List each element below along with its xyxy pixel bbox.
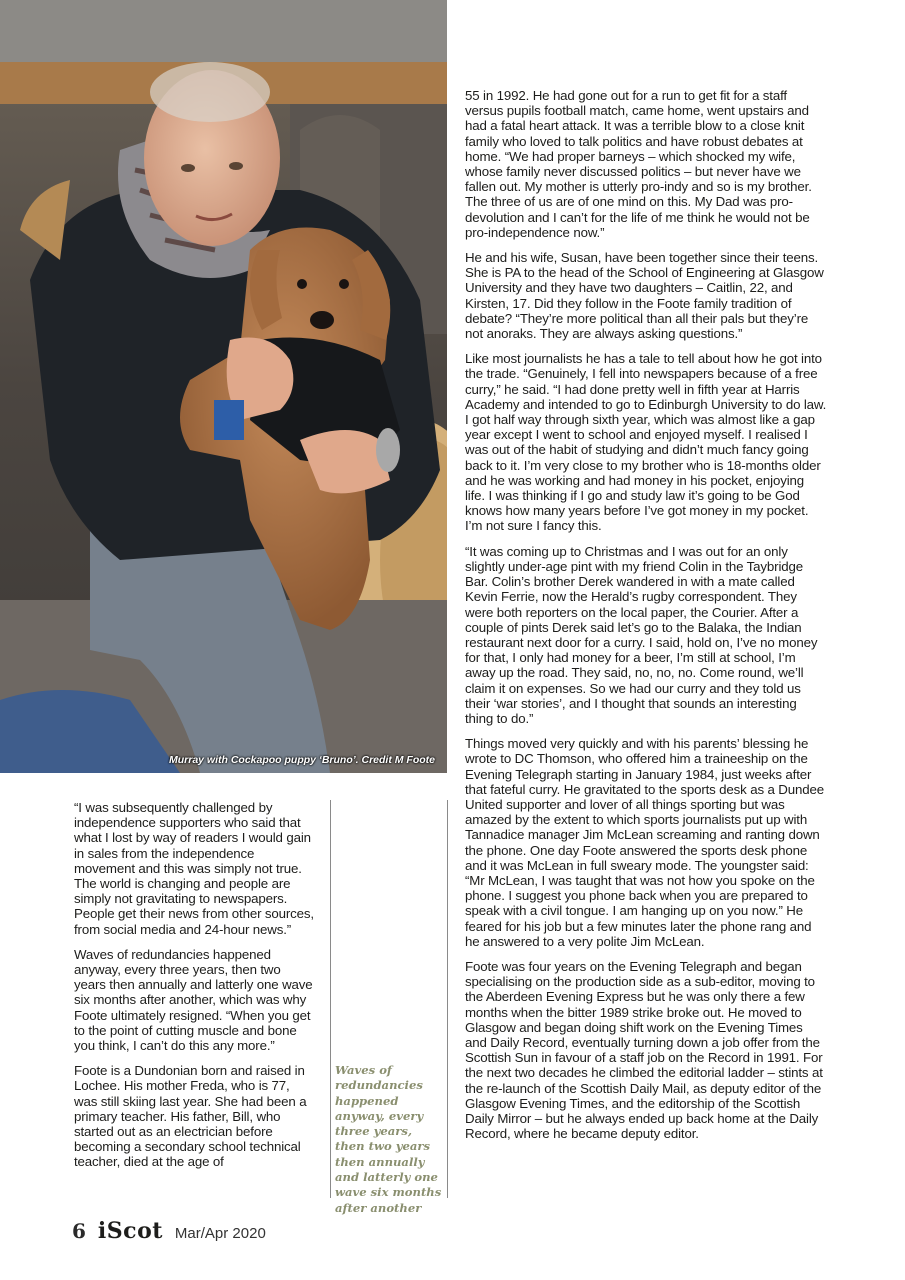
pull-quote-rule-right (447, 800, 448, 1198)
paragraph: Waves of redundancies happened anyway, every three years, then two years then annually and latterly one wave six months after another, which was why Foote ultimately resigned. “When you get to the point of cutting muscle and bone you think, I can’t do this any more.” (74, 946, 313, 1054)
article-photo (0, 0, 447, 773)
paragraph: Foote is a Dundonian born and raised in Lochee. His mother Freda, who is 77, was still skiing last year. She had been a primary teacher. His father, Bill, who started out as an electrician before becoming a secondary school technical teacher, died at the age of (74, 1063, 307, 1170)
issue-date: Mar/Apr 2020 (174, 1225, 266, 1242)
photo-caption: Murray with Cockapoo puppy ‘Bruno’. Credit M Foote (168, 754, 435, 766)
paragraph: “It was coming up to Christmas and I was out for an only slightly under-age pint with my friend Colin in the Taybridge Bar. Colin’s brother Derek wandered in with a mate called Kevin Ferrie, now the Herald’s rugby correspondent. They were both reporters on the local paper, the Courier. After a couple of pints Derek said let’s go to the Balaka, the Indian restaurant next door for a curry. I said, hold on, I’ve no money for that, I only had money for a beer, I’m still at school, I’m away up the road. They said, no, no, no. Come round, we’ll claim it on expenses. So we had our curry and they told us their ‘war stories’, and I thought that sounds an interesting thing to do.” (465, 543, 818, 726)
magazine-logo: iScot (97, 1218, 163, 1244)
page-footer (72, 1218, 266, 1248)
paragraph: Things moved very quickly and with his parents’ blessing he wrote to DC Thomson, who offered him a traineeship on the Evening Telegraph starting in January 1984, just weeks after that fateful curry. He gravitated to the sports desk as a Dundee United supporter and lover of all things sporting but was amazed by the extent to which sports journalists put up with Tannadice manager Jim McLean screaming and ranting down the phone. One day Foote answered the sports desk phone and it was McLean in full sweary mode. The youngster said: “Mr McLean, I was taught that was not how you spoke on the phone. I suggest you phone back when you are prepared to speak with a civil tongue. I am hanging up on you now.” He feared for his job but a few minutes later the phone rang and he answered to a very polite Jim McLean. (465, 736, 824, 949)
article-column-left (74, 800, 314, 1180)
page-number: 6 (72, 1219, 86, 1243)
paragraph: 55 in 1992. He had gone out for a run to get fit for a staff versus pupils football match, came home, went upstairs and had a fatal heart attack. It was a terrible blow to a close knit family who loved to talk politics and have robust debates at home. “We had proper barneys – which shocked my wife, whose family never discussed politics – but never have we fallen out. My mother is utterly pro-indy and so is my brother. The three of us are of one mind on this. My Dad was pro-devolution and I can’t for the life of me think he would not be pro-independence now.” (465, 88, 812, 240)
paragraph: Like most journalists he has a tale to tell about how he got into the trade. “Genuinely, I fell into newspapers because of a free curry,” he said. “I had done pretty well in fifth year at Harris Academy and intended to go to Edinburgh University to do law. I got half way through sixth year, which was almost like a gap year except I went to school and enjoyed myself. I realised I was out of the habit of studying and didn’t much fancy going back to it. I’m very close to my brother who is 18-months older and he was working and had money in his pocket, enjoying life. I was thinking if I go and study law it’s going to be God knows how many years before I’ve got money in my pocket. I’m not sure I fancy this. (465, 351, 827, 534)
pull-quote: Waves of redundancies happened anyway, every three years, then two years then annually and latterly one wave six months after another (335, 1063, 442, 1215)
paragraph: He and his wife, Susan, have been together since their teens. She is PA to the head of the School of Engineering at Glasgow University and they have two daughters – Caitlin, 22, and Kirsten, 17. Did they follow in the Foote family tradition of debate? “They’re more political than all their pals but they’re not anoraks. They are always asking questions.” (465, 250, 824, 342)
photo-illustration (0, 0, 447, 773)
pull-quote-rule-left (330, 800, 331, 1198)
paragraph: Foote was four years on the Evening Telegraph and began specialising on the production side as a sub-editor, moving to the Aberdeen Evening Express but he was only there a few months when the bitter 1989 strike broke out. He moved to Glasgow and began doing shift work on the Evening Times and Daily Record, eventually turning down a job offer from the Scottish Sun in favour of a staff job on the Record in 1991. For the next two decades he climbed the editorial ladder – stints at the re-launch of the Scottish Daily Mail, as deputy editor of the Glasgow Evening Times, and the editorship of the Scottish Daily Mirror – but he always ended up back home at the Daily Record, where he became deputy editor. (465, 958, 823, 1142)
article-column-right (465, 88, 827, 1151)
paragraph: “I was subsequently challenged by independence supporters who said that what I lost by way of readers I would gain in sales from the independence movement and this was simply not true. The world is changing and people are simply not gravitating to newspapers. People get their news from other sources, from social media and 24-hour news.” (74, 800, 314, 937)
